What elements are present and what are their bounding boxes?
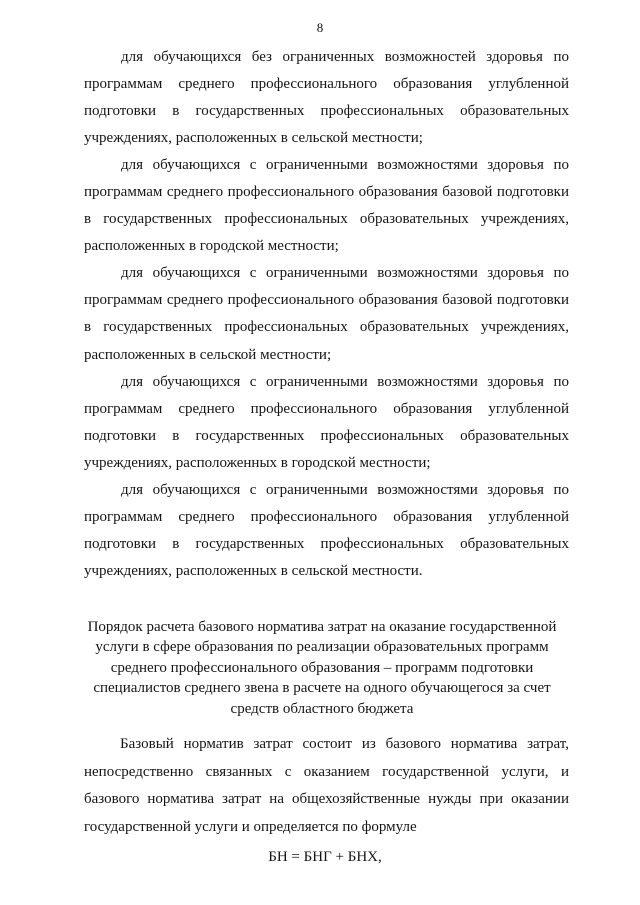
body-paragraph [84, 731, 569, 841]
text-line: Базовый норматив затрат состоит из базового норматива затрат, [120, 736, 569, 753]
heading-line: специалистов среднего звена в расчете на одного обучающегося за счет [93, 680, 551, 697]
text-line: базового норматива затрат на общехозяйственные нужды при оказании [84, 791, 569, 808]
list-paragraph [84, 44, 569, 152]
text-line: расположенных в городской местности; [84, 238, 339, 255]
text-line: учреждениях, расположенных в сельской местности; [84, 129, 423, 146]
section-heading [62, 617, 582, 720]
text-line: подготовки в государственных профессиональных образовательных [84, 427, 569, 444]
text-line: в государственных профессиональных образовательных учреждениях, [84, 319, 569, 336]
page-number: 8 [316, 20, 324, 35]
text-line: учреждениях, расположенных в сельской местности. [84, 563, 423, 580]
text-line: для обучающихся с ограниченными возможностями здоровья по [121, 156, 569, 173]
list-paragraph [84, 369, 569, 477]
list-paragraph [84, 152, 569, 260]
text-line: программам среднего профессионального образования базовой подготовки [84, 292, 569, 309]
text-line: в государственных профессиональных образовательных учреждениях, [84, 211, 569, 228]
heading-line: услуги в сфере образования по реализации образовательных программ [95, 639, 549, 656]
text-line: для обучающихся без ограниченных возможностей здоровья по [121, 48, 569, 65]
text-line: программам среднего профессионального образования базовой подготовки [84, 183, 569, 200]
text-line: подготовки в государственных профессиональных образовательных [84, 536, 569, 553]
text-line: для обучающихся с ограниченными возможностями здоровья по [121, 265, 569, 282]
text-line: непосредственно связанных с оказанием государственной услуги, и [84, 763, 569, 780]
text-line: программам среднего профессионального образования углубленной [84, 509, 569, 526]
text-line: программам среднего профессионального образования углубленной [84, 400, 569, 417]
heading-line: средств областного бюджета [230, 700, 414, 717]
heading-line: среднего профессионального образования – программ подготовки [110, 659, 534, 676]
list-paragraph [84, 260, 569, 368]
text-line: учреждениях, расположенных в городской местности; [84, 454, 431, 471]
list-paragraphs [84, 44, 569, 586]
text-line: государственной услуги и определяется по формуле [84, 818, 417, 835]
text-line: для обучающихся с ограниченными возможностями здоровья по [121, 373, 569, 390]
text-line: программам среднего профессионального образования углубленной [84, 75, 569, 92]
list-paragraph [84, 477, 569, 585]
text-line: для обучающихся с ограниченными возможностями здоровья по [121, 482, 569, 498]
text-line: подготовки в государственных профессиональных образовательных [84, 102, 569, 119]
heading-line: Порядок расчета базового норматива затрат на оказание государственной [87, 618, 557, 635]
text-line: расположенных в сельской местности; [84, 346, 332, 363]
formula: БН = БНГ + БНХ, [268, 849, 382, 865]
